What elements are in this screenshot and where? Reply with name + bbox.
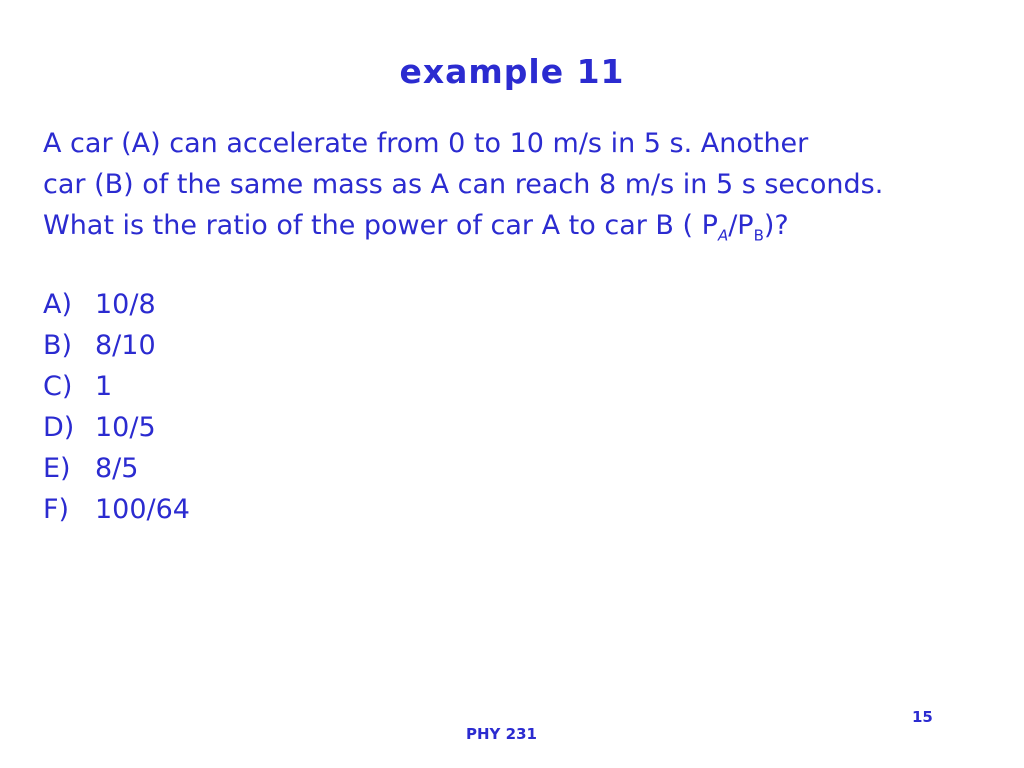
question-line-1: A car (A) can accelerate from 0 to 10 m/s in 5 s. Another	[43, 128, 809, 159]
option-letter: A)	[43, 289, 73, 320]
option-text: 10/5	[95, 412, 156, 443]
question-line-3	[43, 205, 1018, 246]
option-letter: B)	[43, 330, 73, 361]
option-c	[43, 366, 190, 407]
option-text: 1	[95, 371, 113, 402]
option-letter: D)	[43, 412, 75, 443]
option-letter: E)	[43, 453, 71, 484]
question-line-3-prefix: What is the ratio of the power of car A to car B ( P	[43, 210, 718, 241]
option-letter: C)	[43, 371, 73, 402]
option-text: 100/64	[95, 494, 190, 525]
question-line-2: car (B) of the same mass as A can reach 8 m/s in 5 s seconds.	[43, 169, 884, 200]
slide-title: example 11	[399, 52, 625, 91]
option-text: 8/5	[95, 453, 139, 484]
subscript-b: B	[753, 226, 764, 245]
option-e	[43, 448, 190, 489]
footer-course-label: PHY 231	[466, 725, 537, 743]
option-a	[43, 284, 190, 325]
option-b	[43, 325, 190, 366]
option-f	[43, 489, 190, 530]
option-text: 10/8	[95, 289, 156, 320]
question-line-3-suffix: )?	[763, 210, 789, 241]
question-text	[43, 123, 1018, 246]
ratio-slash: /P	[728, 210, 754, 241]
answer-options-list	[43, 284, 190, 530]
option-d	[43, 407, 190, 448]
option-letter: F)	[43, 494, 70, 525]
subscript-a: A	[717, 226, 729, 245]
slide-number: 15	[912, 708, 933, 726]
option-text: 8/10	[95, 330, 156, 361]
